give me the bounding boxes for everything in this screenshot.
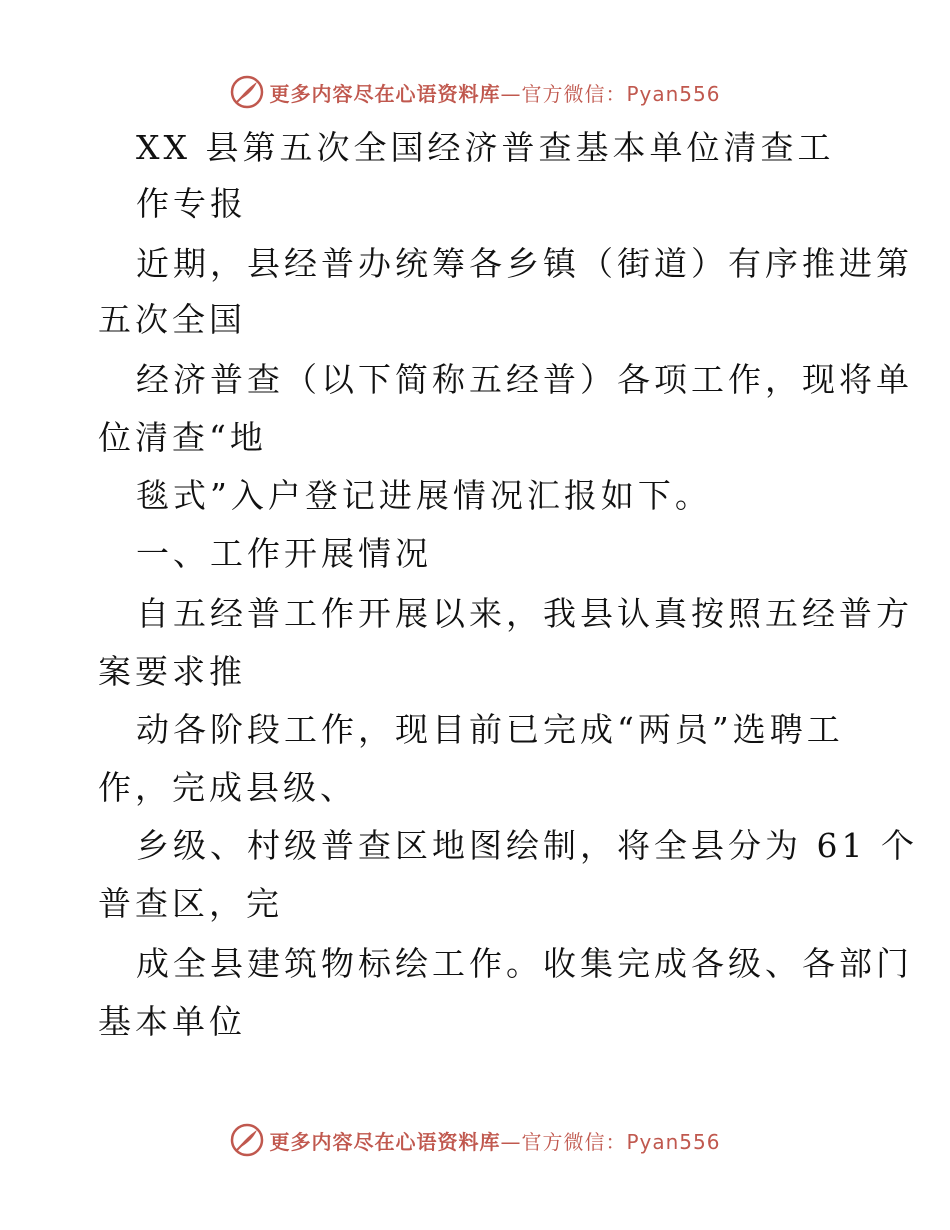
watermark-wechat: —官方微信：Pyan556 [500,81,721,106]
paragraph-line: 基本单位 [98,1002,246,1041]
paragraph-line: 经济普查（以下简称五经普）各项工作，现将单 [136,360,913,399]
watermark-text [269,1126,720,1155]
paragraph-line: 自五经普工作开展以来，我县认真按照五经普方 [136,594,913,633]
paragraph-line: 位清查“地 [98,418,267,457]
feather-pen-logo [229,1122,265,1158]
watermark-text [269,78,720,107]
document-title-line-1: XX 县第五次全国经济普查基本单位清查工 [136,128,835,167]
paragraph-line: 案要求推 [98,652,246,691]
paragraph-line: 毯式”入户登记进展情况汇报如下。 [136,476,712,515]
watermark-brand: 更多内容尽在心语资料库 [269,81,501,106]
feather-pen-logo [229,74,265,110]
watermark-header [0,72,950,112]
paragraph-line: 动各阶段工作，现目前已完成“两员”选聘工 [136,710,844,749]
section-heading: 一、工作开展情况 [136,534,432,573]
watermark-footer [0,1120,950,1160]
watermark-wechat: —官方微信：Pyan556 [500,1129,721,1154]
paragraph-line: 普查区，完 [98,884,283,923]
paragraph-line: 成全县建筑物标绘工作。收集完成各级、各部门 [136,944,913,983]
paragraph-line: 五次全国 [98,300,246,339]
document-title-line-2: 作专报 [136,184,247,223]
paragraph-line: 作，完成县级、 [98,768,357,807]
paragraph-line: 近期，县经普办统筹各乡镇（街道）有序推进第 [136,244,913,283]
paragraph-line: 乡级、村级普查区地图绘制，将全县分为 61 个 [136,826,918,865]
watermark-brand: 更多内容尽在心语资料库 [269,1129,501,1154]
